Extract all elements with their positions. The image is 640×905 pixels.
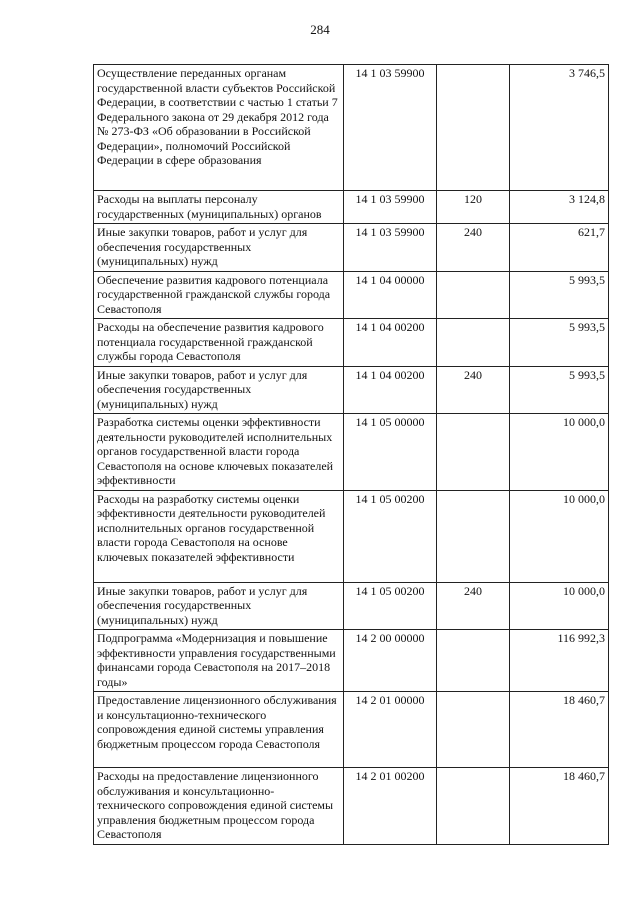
row-code: 14 2 00 00000 [344, 630, 437, 692]
row-code: 14 2 01 00000 [344, 692, 437, 768]
budget-table [93, 64, 609, 845]
table-row [94, 630, 609, 692]
table-row [94, 224, 609, 272]
row-code: 14 1 04 00200 [344, 319, 437, 367]
table-row [94, 271, 609, 319]
table-row [94, 414, 609, 491]
row-sum: 3 124,8 [510, 191, 609, 224]
table-row [94, 768, 609, 845]
row-code: 14 1 04 00200 [344, 366, 437, 414]
table-row [94, 191, 609, 224]
row-sum: 3 746,5 [510, 65, 609, 191]
row-code: 14 1 05 00200 [344, 490, 437, 582]
row-name: Иные закупки товаров, работ и услуг для обеспечения государственных (муниципальных) нужд [94, 582, 344, 630]
row-sum: 5 993,5 [510, 366, 609, 414]
row-expense-type [437, 490, 510, 582]
row-name: Иные закупки товаров, работ и услуг для обеспечения государственных (муниципальных) нужд [94, 366, 344, 414]
row-name: Предоставление лицензионного обслуживания и консультационно-технического сопровождения единой системы управления бюджетным процессом города Севастополя [94, 692, 344, 768]
row-sum: 10 000,0 [510, 490, 609, 582]
row-name: Расходы на выплаты персоналу государственных (муниципальных) органов [94, 191, 344, 224]
row-expense-type [437, 271, 510, 319]
row-expense-type: 240 [437, 224, 510, 272]
row-expense-type [437, 414, 510, 491]
row-name: Осуществление переданных органам государственной власти субъектов Российской Федерации, в соответствии с частью 1 статьи 7 Федерального закона от 29 декабря 2012 года № 273-ФЗ «Об образовании в Российской Федерации», полномочий Российской Федерации в сфере образования [94, 65, 344, 191]
row-code: 14 2 01 00200 [344, 768, 437, 845]
row-expense-type [437, 692, 510, 768]
row-name: Подпрограмма «Модернизация и повышение эффективности управления государственными финансами города Севастополя на 2017–2018 годы» [94, 630, 344, 692]
table-row [94, 65, 609, 191]
row-sum: 5 993,5 [510, 319, 609, 367]
row-code: 14 1 03 59900 [344, 191, 437, 224]
row-expense-type [437, 768, 510, 845]
row-sum: 18 460,7 [510, 768, 609, 845]
row-expense-type: 120 [437, 191, 510, 224]
row-code: 14 1 05 00000 [344, 414, 437, 491]
row-sum: 116 992,3 [510, 630, 609, 692]
row-expense-type: 240 [437, 582, 510, 630]
table-row [94, 582, 609, 630]
table-row [94, 319, 609, 367]
row-name: Расходы на предоставление лицензионного обслуживания и консультационно-технического сопровождения единой системы управления бюджетным процессом города Севастополя [94, 768, 344, 845]
row-sum: 18 460,7 [510, 692, 609, 768]
table-row [94, 366, 609, 414]
table-row [94, 692, 609, 768]
row-name: Обеспечение развития кадрового потенциала государственной гражданской службы города Севастополя [94, 271, 344, 319]
row-code: 14 1 05 00200 [344, 582, 437, 630]
row-expense-type [437, 319, 510, 367]
row-code: 14 1 03 59900 [344, 224, 437, 272]
page-number: 284 [310, 22, 330, 37]
row-expense-type: 240 [437, 366, 510, 414]
row-expense-type [437, 65, 510, 191]
row-sum: 10 000,0 [510, 582, 609, 630]
row-sum: 621,7 [510, 224, 609, 272]
row-expense-type [437, 630, 510, 692]
row-name: Разработка системы оценки эффективности деятельности руководителей исполнительных органов государственной власти города Севастополя на основе ключевых показателей эффективности [94, 414, 344, 491]
row-name: Расходы на разработку системы оценки эффективности деятельности руководителей исполнительных органов государственной власти города Севастополя на основе ключевых показателей эффективности [94, 490, 344, 582]
row-sum: 5 993,5 [510, 271, 609, 319]
row-code: 14 1 03 59900 [344, 65, 437, 191]
row-code: 14 1 04 00000 [344, 271, 437, 319]
row-name: Иные закупки товаров, работ и услуг для обеспечения государственных (муниципальных) нужд [94, 224, 344, 272]
table-row [94, 490, 609, 582]
row-name: Расходы на обеспечение развития кадрового потенциала государственной гражданской службы города Севастополя [94, 319, 344, 367]
row-sum: 10 000,0 [510, 414, 609, 491]
